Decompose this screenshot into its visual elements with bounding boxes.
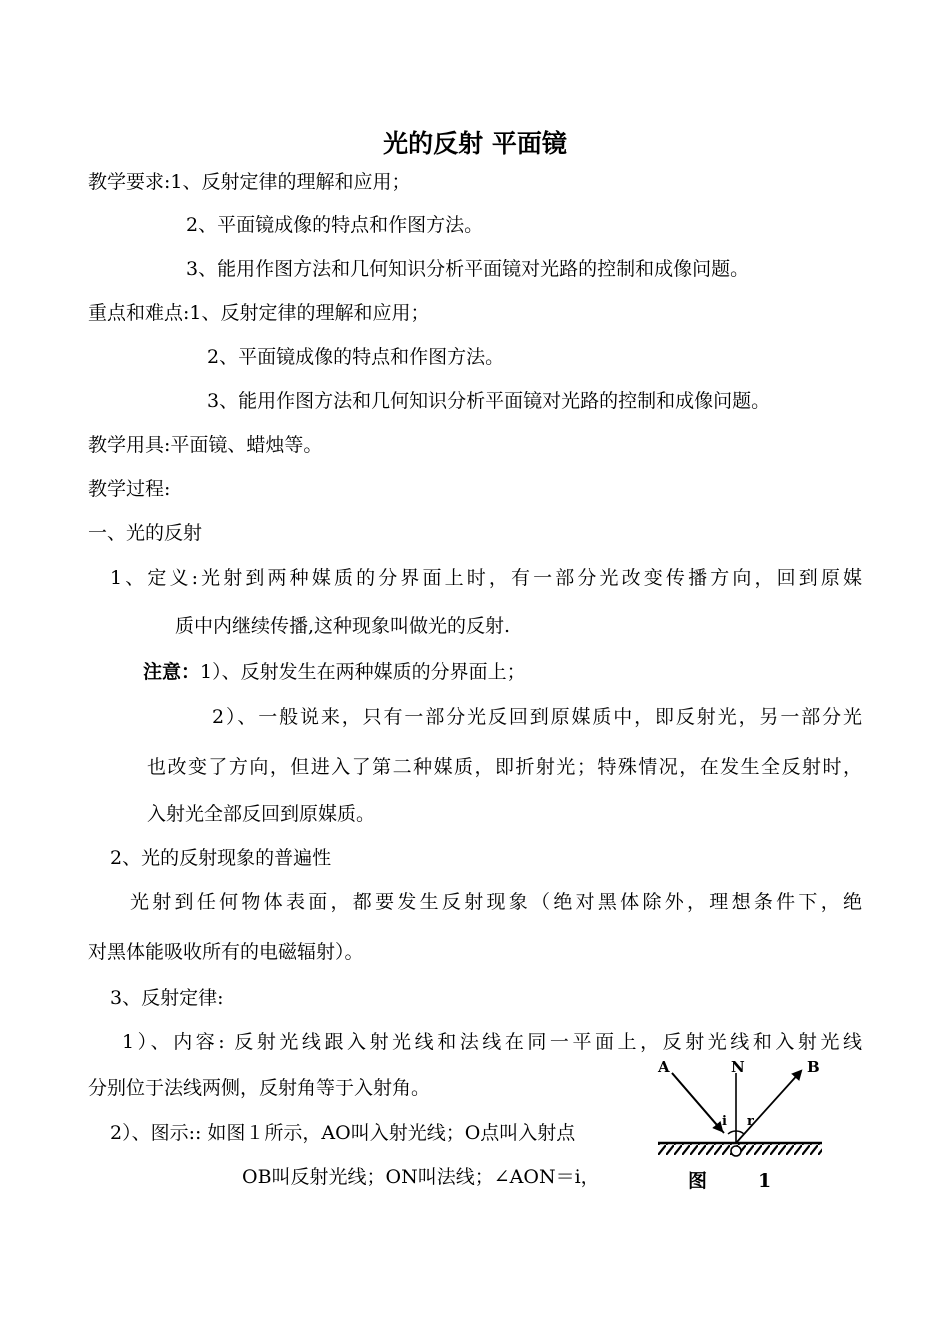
subsection-3-heading: 3、反射定律: [110,987,224,1009]
label-n: N [731,1058,745,1076]
law-figure-line-1: 2）、图示:: 如图１所示，AO叫入射光线；O点叫入射点 [110,1122,576,1144]
figure-caption-number: 1 [758,1170,772,1192]
requirements-item-2: 2、平面镜成像的特点和作图方法。 [186,214,484,236]
subsection-2-heading: 2、光的反射现象的普遍性 [110,847,332,869]
note-item-1: 1）、反射发生在两种媒质的分界面上； [200,661,526,683]
figure-caption-word: 图 [688,1170,708,1192]
point-o-marker [731,1146,741,1156]
key-points-item-3: 3、能用作图方法和几何知识分析平面镜对光路的控制和成像问题。 [207,390,771,412]
subsection-2-line-1: 光射到任何物体表面，都要发生反射现象（绝对黑体除外，理想条件下，绝 [130,891,862,913]
law-content-line-2: 分别位于法线两侧，反射角等于入射角。 [88,1077,431,1099]
reflection-diagram [650,1055,830,1195]
requirements-item-3: 3、能用作图方法和几何知识分析平面镜对光路的控制和成像问题。 [186,258,750,280]
page-title: 光的反射 平面镜 [383,129,567,158]
teaching-tools: 教学用具:平面镜、蜡烛等。 [88,434,323,456]
note-item-2-line-3: 入射光全部反回到原媒质。 [147,803,376,825]
law-content-line-1: 1）、内容: 反射光线跟入射光线和法线在同一平面上，反射光线和入射光线 [122,1031,862,1053]
key-points-item-1: 1、反射定律的理解和应用； [189,302,430,324]
label-a: A [658,1058,670,1076]
section-heading: 一、光的反射 [88,522,203,544]
angle-r-arc [736,1131,744,1134]
key-points-block [88,301,430,325]
key-points-item-2: 2、平面镜成像的特点和作图方法。 [207,346,505,368]
note-block [143,660,526,684]
angle-i-arc [728,1131,736,1134]
subsection-2-line-2: 对黑体能吸收所有的电磁辐射）。 [88,941,364,963]
note-item-2-line-2: 也改变了方向，但进入了第二种媒质，即折射光；特殊情况，在发生全反射时， [147,756,862,778]
incident-ray-arrow [672,1073,722,1131]
label-r: r [747,1114,754,1129]
key-points-label: 重点和难点: [88,302,190,324]
label-o: O [733,1156,734,1157]
reflected-ray [736,1071,801,1143]
note-label: 注意： [143,661,201,683]
law-figure-line-2: OB叫反射光线；ON叫法线；∠AON＝i， [242,1166,600,1188]
label-i: i [722,1114,727,1129]
requirements-item-1: 1、反射定律的理解和应用； [170,171,411,193]
label-b: B [807,1058,820,1076]
requirements-label: 教学要求: [88,171,171,193]
requirements-block [88,170,411,194]
definition-line-1: 1、定义:光射到两种媒质的分界面上时，有一部分光改变传播方向，回到原媒 [110,567,862,589]
definition-line-2: 质中内继续传播,这种现象叫做光的反射. [175,615,511,637]
teaching-process: 教学过程: [88,478,171,500]
note-item-2-line-1: 2）、一般说来，只有一部分光反回到原媒质中，即反射光，另一部分光 [212,706,862,728]
